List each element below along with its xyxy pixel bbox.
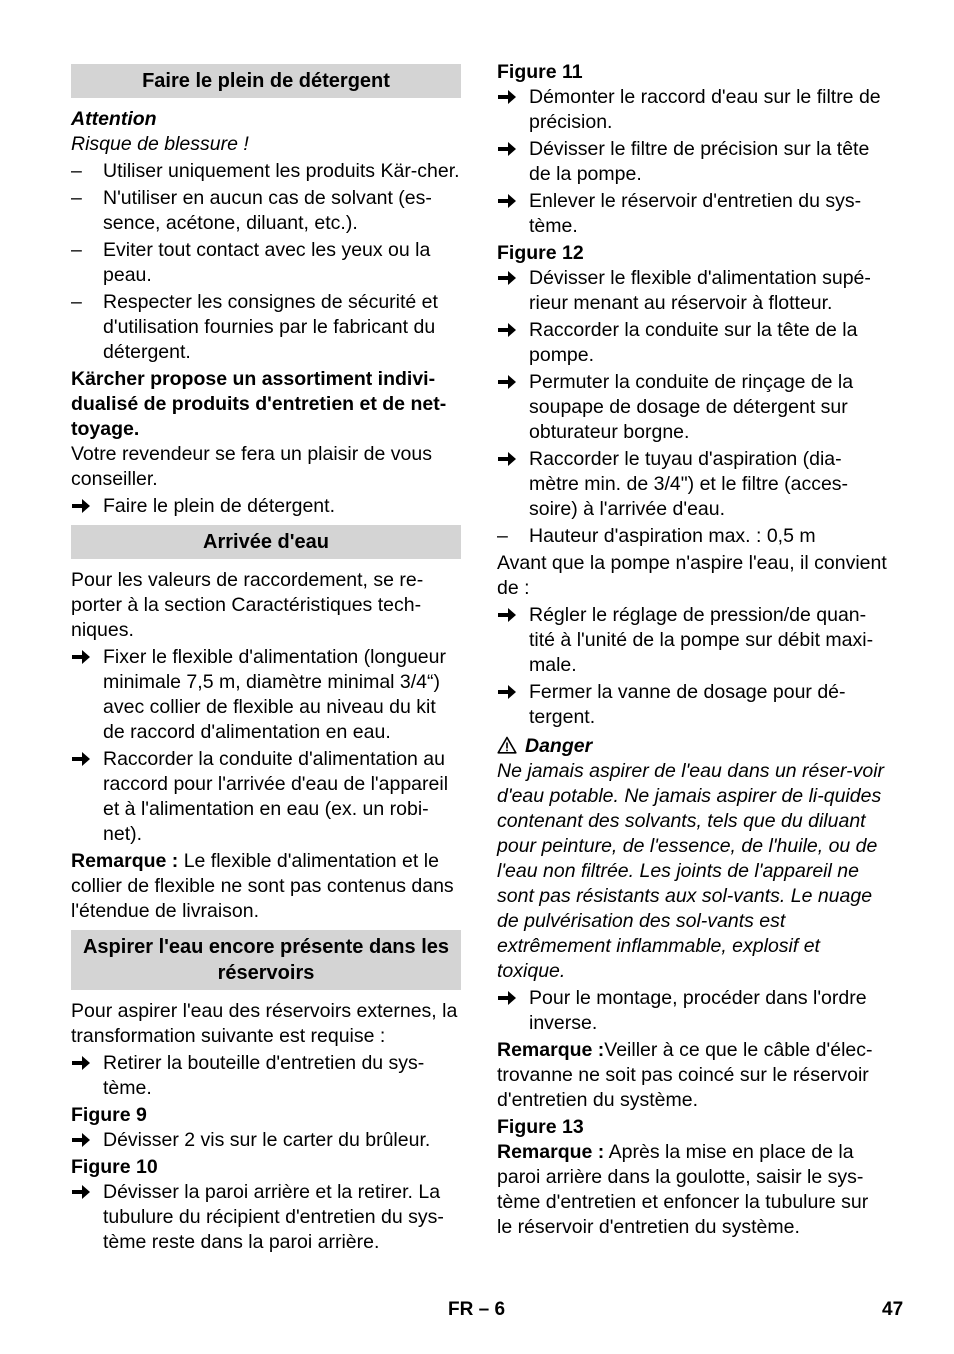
dash-marker: –: [71, 187, 82, 209]
list-item: – N'utiliser en aucun cas de solvant (es-sence, acétone, diluant, etc.).: [71, 187, 432, 234]
figure-label: Figure 12: [497, 242, 584, 264]
list-item: Dévisser le filtre de précision sur la tête de la pompe.: [497, 137, 887, 187]
left-column: [71, 58, 461, 1257]
arrow-right-icon: [497, 374, 517, 390]
arrow-right-icon: [497, 451, 517, 467]
right-column: [497, 58, 887, 1242]
section-title-water-supply: Arrivée d'eau: [71, 525, 461, 559]
figure-label: Figure 11: [497, 61, 583, 83]
figure-label: Figure 10: [71, 1156, 158, 1178]
section-title-detergent: Faire le plein de détergent: [71, 64, 461, 98]
list-item: Raccorder la conduite d'alimentation au raccord pour l'arrivée d'eau de l'appareil et à l'alimentation en eau (ex. un robi-net).: [71, 747, 461, 847]
arrow-right-icon: [71, 1184, 91, 1200]
warning-triangle-icon: [497, 736, 517, 754]
list-item: Raccorder la conduite sur la tête de la pompe.: [497, 318, 887, 368]
list-item: Pour le montage, procéder dans l'ordre inverse.: [497, 986, 887, 1036]
risk-text: Risque de blessure !: [71, 133, 249, 155]
arrow-right-icon: [497, 684, 517, 700]
list-item: Enlever le réservoir d'entretien du sys-tème.: [497, 189, 887, 239]
list-item: Dévisser le flexible d'alimentation supé-rieur menant au réservoir à flotteur.: [497, 266, 887, 316]
arrow-right-icon: [71, 498, 91, 514]
list-item: Régler le réglage de pression/de quan-tité à l'unité de la pompe sur débit maxi-male.: [497, 603, 887, 678]
danger-text: Ne jamais aspirer de l'eau dans un réser-voir d'eau potable. Ne jamais aspirer de li-quides contenant des solvants, tels que du diluant pour peinture, de l'essence, de l'huile, ou de l'eau non filtrée. Les joints de l'appareil ne sont pas résistants aux sol-vants. Le nuage de pulvérisation des sol-vants est extrêmement inflammable, explosif et toxique.: [497, 760, 885, 982]
page-number: 47: [882, 1299, 904, 1320]
list-item: Retirer la bouteille d'entretien du sys-tème.: [71, 1051, 461, 1101]
section-title-aspirate: Aspirer l'eau encore présente dans les réservoirs: [71, 930, 461, 990]
arrow-right-icon: [71, 1132, 91, 1148]
list-item: Faire le plein de détergent.: [71, 494, 461, 519]
list-item: Permuter la conduite de rinçage de la soupape de dosage de détergent sur obturateur borgne.: [497, 370, 887, 445]
water-supply-intro: Pour les valeurs de raccordement, se re-porter à la section Caractéristiques tech-niques.: [71, 569, 424, 641]
figure-label: Figure 9: [71, 1104, 147, 1126]
remark-supply: Remarque : Le flexible d'alimentation et le collier de flexible ne sont pas contenus dans l'étendue de livraison.: [71, 850, 454, 922]
list-item: Fermer la vanne de dosage pour dé-tergent.: [497, 680, 887, 730]
list-item: – Eviter tout contact avec les yeux ou la peau.: [71, 239, 431, 286]
list-item: Raccorder le tuyau d'aspiration (dia-mètre min. de 3/4") et le filtre (acces-soire) à l'arrivée d'eau.: [497, 447, 887, 522]
remark-cable: Remarque :Veiller à ce que le câble d'élec-trovanne ne soit pas coincé sur le réservoir d'entretien du système.: [497, 1039, 873, 1111]
list-item: Fixer le flexible d'alimentation (longueur minimale 7,5 m, diamètre minimal 3/4“) avec collier de flexible au niveau du kit de raccord d'alimentation en eau.: [71, 645, 461, 745]
arrow-right-icon: [71, 751, 91, 767]
arrow-right-icon: [497, 193, 517, 209]
arrow-right-icon: [71, 1055, 91, 1071]
dealer-text: Votre revendeur se fera un plaisir de vous conseiller.: [71, 443, 432, 490]
arrow-right-icon: [71, 649, 91, 665]
list-item: – Hauteur d'aspiration max. : 0,5 m: [497, 525, 816, 547]
arrow-right-icon: [497, 990, 517, 1006]
dash-marker: –: [71, 239, 82, 261]
arrow-right-icon: [497, 322, 517, 338]
before-text: Avant que la pompe n'aspire l'eau, il convient de :: [497, 552, 887, 599]
list-item: Démonter le raccord d'eau sur le filtre de précision.: [497, 85, 887, 135]
karcher-note: Kärcher propose un assortiment indivi-dualisé de produits d'entretien et de net-toyage.: [71, 368, 447, 440]
arrow-right-icon: [497, 141, 517, 157]
dash-marker: –: [71, 160, 82, 182]
list-item: Dévisser la paroi arrière et la retirer. La tubulure du récipient d'entretien du sys-tème reste dans la paroi arrière.: [71, 1180, 461, 1255]
dash-marker: –: [497, 525, 508, 547]
remark-rear-wall: Remarque : Après la mise en place de la paroi arrière dans la goulotte, saisir le sys-tème d'entretien et enfoncer la tubulure sur le réservoir d'entretien du système.: [497, 1141, 869, 1238]
arrow-right-icon: [497, 270, 517, 286]
list-item: – Respecter les consignes de sécurité et d'utilisation fournies par le fabricant du détergent.: [71, 291, 438, 363]
danger-heading: Danger: [497, 734, 887, 759]
footer-section-label: FR – 6: [448, 1299, 506, 1320]
attention-label: Attention: [71, 108, 157, 130]
list-item: Dévisser 2 vis sur le carter du brûleur.: [71, 1128, 461, 1153]
arrow-right-icon: [497, 607, 517, 623]
figure-label: Figure 13: [497, 1116, 584, 1138]
aspirate-intro: Pour aspirer l'eau des réservoirs externes, la transformation suivante est requise :: [71, 1000, 458, 1047]
list-item: – Utiliser uniquement les produits Kär-cher.: [71, 160, 460, 182]
arrow-right-icon: [497, 89, 517, 105]
dash-marker: –: [71, 291, 82, 313]
